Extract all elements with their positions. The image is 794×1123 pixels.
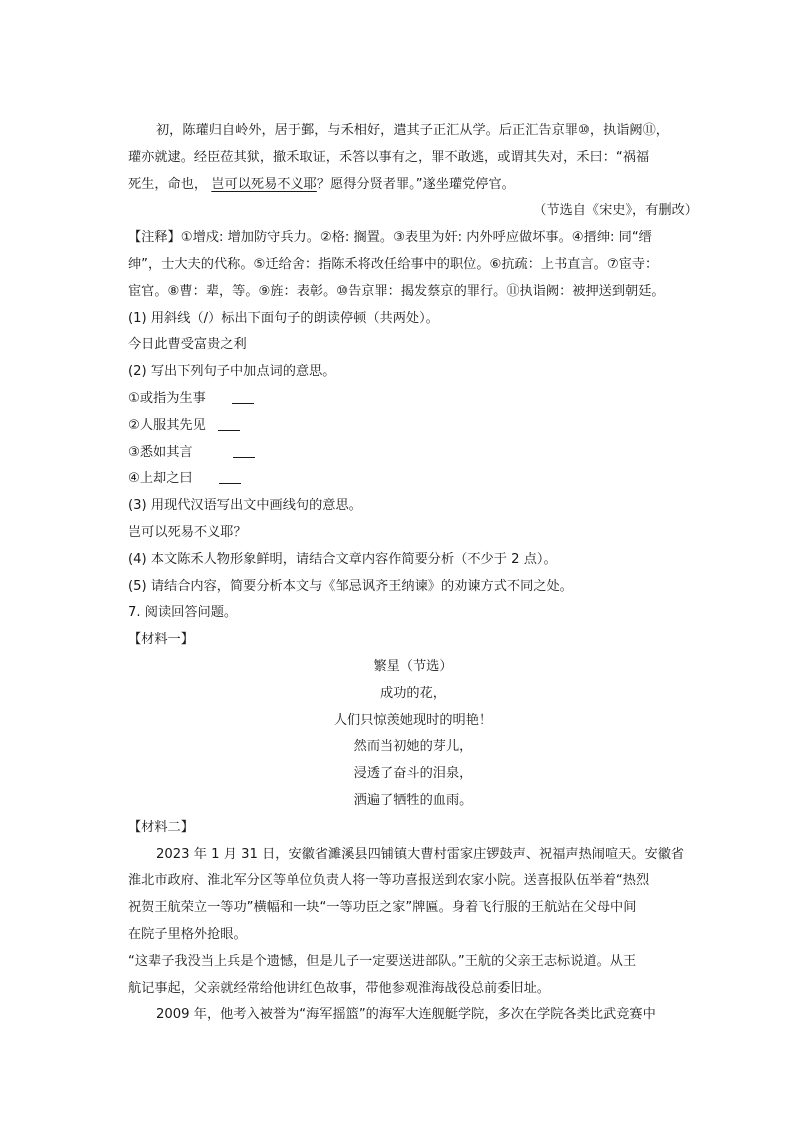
passage-source: （节选自《宋史》，有删改） bbox=[533, 203, 698, 219]
document-content bbox=[128, 118, 698, 1029]
material-2-line: 在院子里格外抢眼。 bbox=[128, 926, 247, 942]
answer-blank[interactable] bbox=[232, 389, 254, 404]
question-2-item bbox=[128, 466, 698, 493]
question-1: (1) 用斜线（/）标出下面句子的朗读停顿（共两处）。 bbox=[128, 310, 439, 326]
question-7-heading: 7. 阅读回答问题。 bbox=[128, 605, 238, 621]
poem-line: 然而当初她的芽儿， bbox=[353, 739, 473, 755]
material-2-line: 淮北市政府、淮北军分区等单位负责人将一等功喜报送到农家小院。送喜报队伍举着“热烈 bbox=[128, 873, 650, 889]
question-2-item bbox=[128, 440, 698, 467]
passage-line: 初，陈瓘归自岭外，居于鄞，与禾相好，遣其子正汇从学。后正汇告京罪⑩，执诣阙⑪， bbox=[156, 123, 669, 138]
answer-blank[interactable] bbox=[219, 469, 241, 484]
item-text: ①或指为生事 bbox=[128, 390, 206, 406]
poem-line: 洒遍了牺牲的血雨。 bbox=[353, 792, 473, 808]
passage-text: 死生，命也， bbox=[128, 176, 208, 192]
question-1-sentence: 今日此曹受富贵之利 bbox=[128, 337, 247, 353]
item-text: ④上却之曰 bbox=[128, 471, 193, 487]
material-2-line: 2009 年，他考入被誉为“海军摇篮”的海军大连舰艇学院，多次在学院各类比武竞赛中 bbox=[156, 1007, 656, 1023]
notes-line: 绅”，士大夫的代称。⑤迁给舍：指陈禾将改任给事中的职位。⑥抗疏：上书直言。⑦宦寺： bbox=[128, 256, 659, 272]
notes-line: 宦官。⑧曹：辈，等。⑨旌：表彰。⑩告京罪：揭发蔡京的罪行。⑪执诣阙：被押送到朝廷。 bbox=[128, 283, 665, 299]
question-2: (2) 写出下列句子中加点词的意思。 bbox=[128, 364, 336, 380]
question-3: (3) 用现代汉语写出文中画线句的意思。 bbox=[128, 498, 362, 514]
material-2-line: 祝贺王航荣立一等功”横幅和一块“一等功臣之家”牌匾。身着飞行服的王航站在父母中间 bbox=[128, 900, 637, 916]
passage-text: ？愿得分贤者罪。”遂坐瓘党停官。 bbox=[316, 176, 515, 192]
item-text: ②人服其先见 bbox=[128, 417, 206, 433]
notes-line: 【注释】①增戍: 增加防守兵力。②格: 搁置。③表里为奸: 内外呼应做坏事。④搢绅: 同“缙 bbox=[128, 230, 652, 246]
answer-blank[interactable] bbox=[233, 443, 255, 458]
poem-title: 繁星（节选） bbox=[373, 658, 453, 674]
material-2-line: 2023 年 1 月 31 日，安徽省濉溪县四铺镇大曹村雷家庄锣鼓声、祝福声热闹喧天。安徽省 bbox=[156, 846, 685, 862]
poem-line: 浸透了奋斗的泪泉， bbox=[353, 766, 473, 782]
item-text: ③悉如其言 bbox=[128, 444, 193, 460]
passage-line: 瓘亦就逮。经臣莅其狱，撤禾取证，禾答以事有之，罪不敢逃，或谓其失对，禾曰：“祸福 bbox=[128, 149, 650, 165]
question-2-item bbox=[128, 386, 698, 413]
material-2-label: 【材料二】 bbox=[128, 819, 194, 835]
question-3-sentence: 岂可以死易不义耶？ bbox=[128, 524, 247, 540]
poem-line: 人们只惊羡她现时的明艳！ bbox=[333, 712, 493, 728]
underlined-sentence: 岂可以死易不义耶 bbox=[211, 176, 317, 192]
question-4: (4) 本文陈禾人物形象鲜明，请结合文章内容作简要分析（不少于 2 点）。 bbox=[128, 551, 557, 567]
poem-line: 成功的花， bbox=[380, 685, 446, 701]
passage-line bbox=[128, 172, 698, 199]
material-2-line: “这辈子我没当上兵是个遗憾，但是儿子一定要送进部队。”王航的父亲王志标说道。从王 bbox=[128, 953, 637, 969]
question-2-item bbox=[128, 413, 698, 440]
material-1-label: 【材料一】 bbox=[128, 632, 194, 648]
answer-blank[interactable] bbox=[218, 416, 240, 431]
material-2-line: 航记事起，父亲就经常给他讲红色故事，带他参观淮海战役总前委旧址。 bbox=[128, 980, 550, 996]
question-5: (5) 请结合内容，简要分析本文与《邹忌讽齐王纳谏》的劝谏方式不同之处。 bbox=[128, 578, 573, 594]
